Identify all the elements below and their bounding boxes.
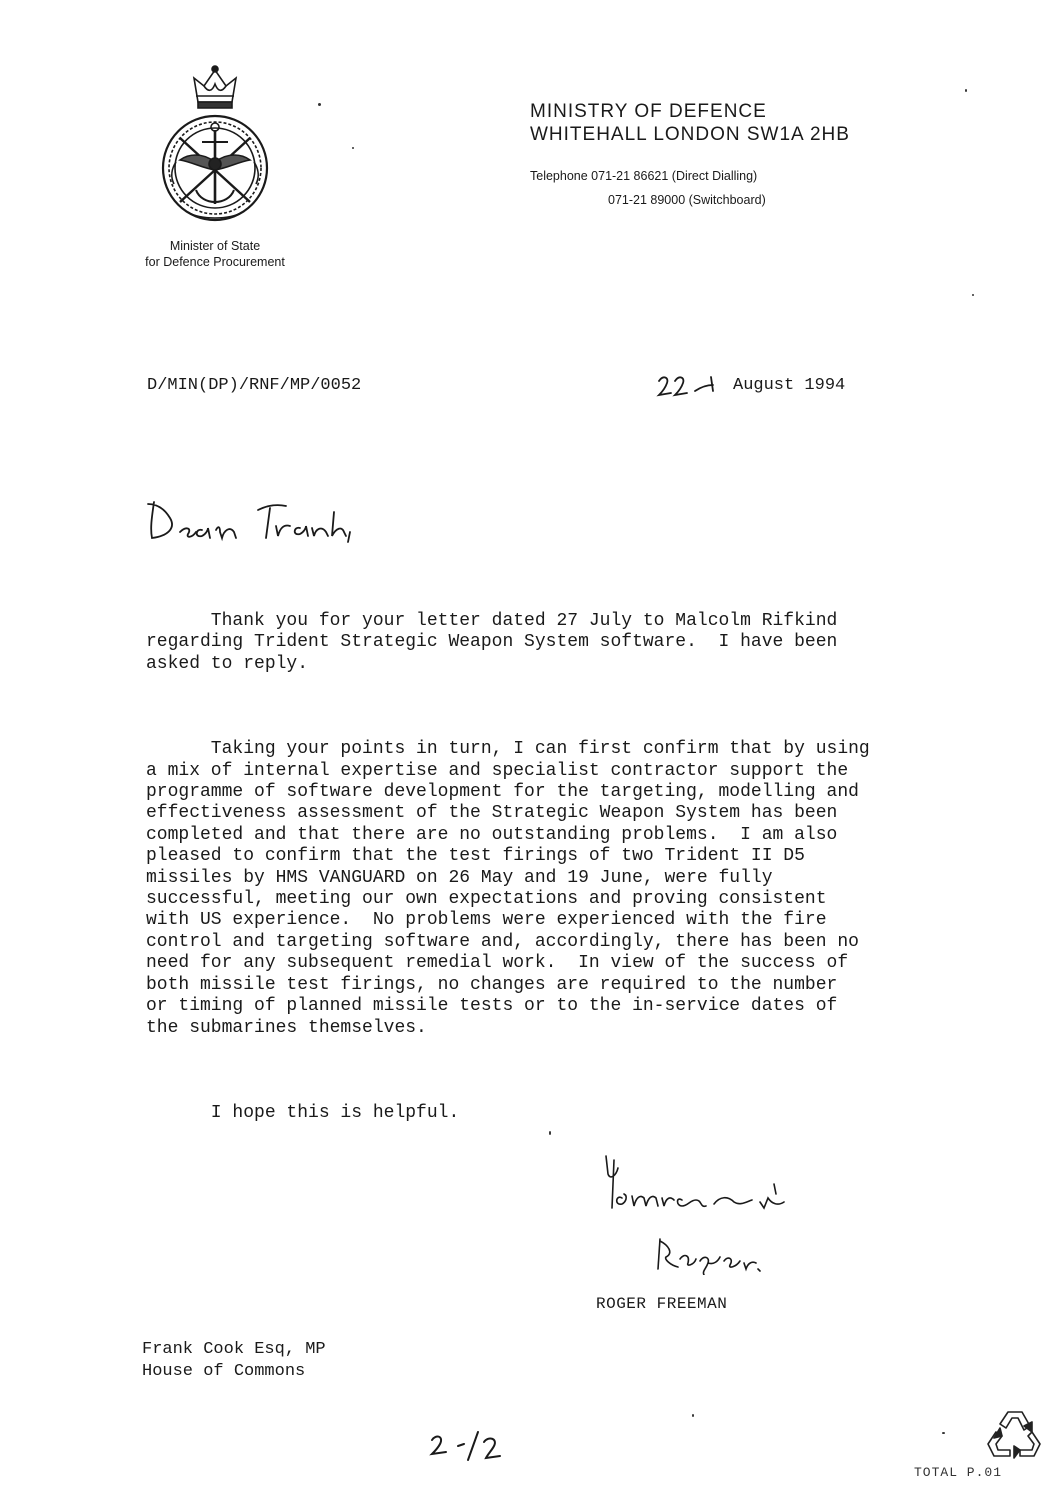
handwritten-salutation (140, 492, 360, 552)
telephone-switchboard: 071-21 89000 (Switchboard) (608, 193, 766, 207)
handwritten-page-mark (418, 1426, 518, 1466)
scan-speck (318, 103, 321, 106)
letter-date: August 1994 (733, 376, 846, 395)
office-title-line2: for Defence Procurement (145, 255, 285, 269)
reference-number: D/MIN(DP)/RNF/MP/0052 (147, 376, 362, 395)
body-paragraph: Thank you for your letter dated 27 July to Malcolm Rifkind regarding Trident Strategic Weapon System software. I have been asked to reply. (146, 610, 838, 674)
telephone-direct: Telephone 071-21 86621 (Direct Dialling) (530, 169, 758, 183)
recycle-icon (984, 1406, 1046, 1462)
body-paragraph: I hope this is helpful. (146, 1103, 460, 1124)
scan-speck (972, 294, 974, 296)
signer-name: ROGER FREEMAN (596, 1295, 728, 1313)
scan-speck (549, 1131, 551, 1135)
recipient-location: House of Commons (142, 1362, 306, 1381)
letter-body (146, 568, 1026, 1167)
handwritten-date-day (655, 371, 729, 399)
body-paragraph: Taking your points in turn, I can first confirm that by using a mix of internal expertise and specialist contractor support the programme of software development for the targeting, modelling and effectiveness assessment of the Strategic Weapon System has been completed and that there are no outstanding problems. I am also pleased to confirm that the test firings of two Trident II D5 missiles by HMS VANGUARD on 26 May and 19 June, were fully successful, meeting our own expectations and proving consistent with US experience. No problems were experienced with the fire control and targeting software and, accordingly, there has been no need for any subsequent remedial work. In view of the success of both missile test firings, no changes are required to the number or timing of planned missile tests or to the in-service dates of the submarines themselves. (146, 739, 870, 1038)
recipient-address (142, 1339, 326, 1383)
ministry-street: WHITEHALL LONDON SW1A 2HB (530, 124, 850, 145)
scan-speck (965, 89, 967, 92)
scan-speck (942, 1432, 945, 1434)
office-title-line1: Minister of State (169, 239, 261, 253)
scan-speck (692, 1414, 694, 1417)
recipient-name: Frank Cook Esq, MP (142, 1340, 326, 1359)
royal-crest-icon (158, 64, 272, 232)
handwritten-signature (654, 1235, 764, 1275)
ministry-address (530, 100, 850, 146)
fax-page-total: TOTAL P.01 (914, 1465, 1003, 1480)
scan-speck (352, 147, 354, 149)
handwritten-valediction (596, 1150, 796, 1220)
office-title (100, 238, 330, 270)
ministry-name: MINISTRY OF DEFENCE (530, 101, 767, 122)
